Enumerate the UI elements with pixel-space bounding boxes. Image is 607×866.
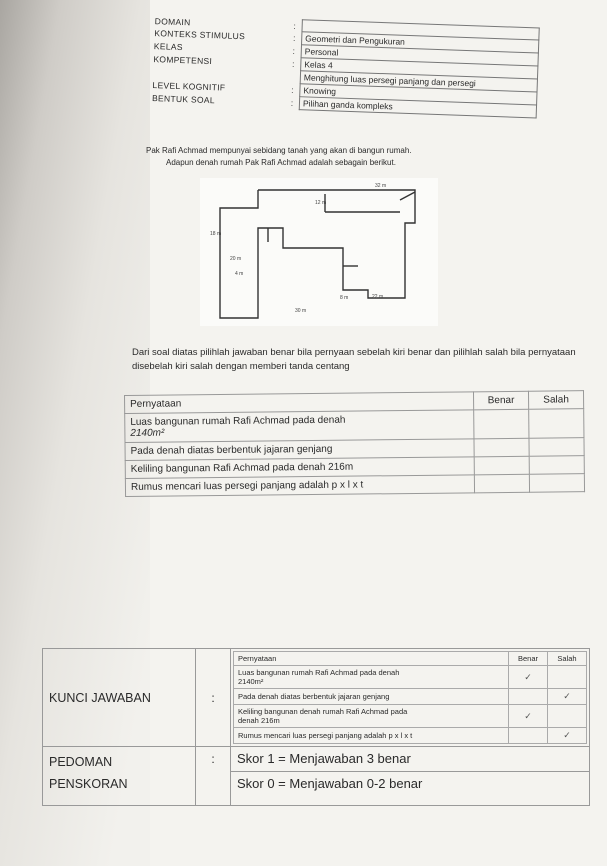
statement-text: [125, 475, 474, 497]
scoring-colon: :: [196, 747, 231, 772]
answer-key-row: [234, 689, 587, 705]
header-value: Kelas 4: [301, 58, 538, 79]
key-false-mark: ✓: [548, 728, 587, 744]
intro-line-1: Pak Rafi Achmad mempunyai sebidang tanah yang akan di bangun rumah.: [146, 146, 412, 155]
scoring-label-2: PENSKORAN: [43, 771, 196, 806]
statement-extra: 2140m²: [130, 427, 165, 439]
header-key: KOMPETENSI: [153, 53, 213, 66]
scoring-label: PEDOMAN: [43, 747, 196, 772]
key-false-mark: ✓: [548, 689, 587, 705]
house-floor-plan: [200, 178, 438, 326]
answer-key-colon: :: [196, 649, 231, 747]
score-zero-text: Skor 0 = Menjawaban 0-2 benar: [231, 771, 590, 806]
header-table: [149, 14, 540, 118]
header-value: Menghitung luas persegi panjang dan persegi: [300, 71, 537, 92]
answer-key-row: [234, 705, 587, 728]
plan-label-bottom: 30 m: [295, 308, 307, 314]
key-statement-extra: 2140m²: [238, 677, 264, 686]
header-colon: :: [291, 84, 294, 95]
key-statement-extra: denah 216m: [238, 716, 280, 725]
plan-label-top: 32 m: [375, 183, 387, 189]
header-value: Pilihan ganda kompleks: [299, 97, 536, 118]
header-key: BENTUK SOAL: [151, 92, 216, 105]
question-text: Dari soal diatas pilihlah jawaban benar bila pernyaan sebelah kiri benar dan pilihlah salah bila pernyataan disebelah kiri salah dengan memberi tanda centang: [132, 347, 576, 372]
key-statement-text: [234, 705, 509, 728]
true-checkbox-cell[interactable]: [474, 474, 529, 493]
statement-line: Pada denah diatas berbentuk jajaran genjang: [130, 443, 333, 457]
key-statement-text: [234, 666, 509, 689]
statement-line: Rumus mencari luas persegi panjang adalah p x l x t: [130, 479, 364, 493]
key-statement-text: [234, 728, 509, 744]
key-false-mark: [548, 705, 587, 728]
statement-line: Luas bangunan rumah Rafi Achmad pada denah: [130, 414, 346, 428]
plan-label-bottom-right: 22 m: [372, 294, 384, 300]
header-colon: :: [292, 45, 296, 56]
header-key: LEVEL KOGNITIF: [152, 79, 226, 93]
true-header: Benar: [473, 391, 528, 410]
statement-header: Pernyataan: [125, 392, 474, 414]
plan-label-left: 18 m: [210, 231, 222, 237]
answer-key-row: [234, 728, 587, 744]
header-key: KONTEKS STIMULUS: [154, 27, 246, 41]
key-statement-line: Luas bangunan rumah Rafi Achmad pada denah: [238, 668, 400, 677]
header-key: KELAS: [153, 40, 183, 52]
plan-label-bottom-small: 8 m: [340, 295, 349, 301]
header-colon: :: [290, 97, 294, 108]
answer-key-label: KUNCI JAWABAN: [43, 649, 196, 747]
plan-label-mid: 4 m: [235, 271, 244, 277]
answer-key-table: [42, 648, 590, 806]
key-true-mark: ✓: [509, 705, 548, 728]
key-statement-line: Pada denah diatas berbentuk jajaran genjang: [238, 692, 390, 701]
answer-key-inner-table: [233, 651, 587, 744]
true-checkbox-cell[interactable]: [474, 438, 529, 457]
false-checkbox-cell[interactable]: [529, 409, 584, 439]
statement-table: [124, 390, 585, 497]
key-true-mark: [509, 728, 548, 744]
answer-key-cell: [231, 649, 590, 747]
header-colon: :: [291, 58, 295, 69]
false-checkbox-cell[interactable]: [529, 456, 584, 475]
statement-text: [125, 410, 474, 443]
header-colon: [286, 70, 301, 83]
key-false-mark: [548, 666, 587, 689]
true-checkbox-cell[interactable]: [474, 456, 529, 475]
key-statement-line: Keliling bangunan denah rumah Rafi Achmad pada: [238, 707, 408, 716]
plan-outline: [220, 190, 415, 318]
true-checkbox-cell[interactable]: [474, 409, 529, 439]
key-true-mark: ✓: [509, 666, 548, 689]
false-checkbox-cell[interactable]: [529, 438, 584, 457]
header-value: Knowing: [300, 84, 537, 105]
statement-line: Keliling bangunan Rafi Achmad pada denah 216m: [130, 461, 354, 475]
header-value: Geometri dan Pengukuran: [302, 32, 539, 53]
key-true-mark: [509, 689, 548, 705]
key-statement-header: Pernyataan: [234, 652, 509, 666]
key-statement-text: [234, 689, 509, 705]
answer-key-row: [234, 666, 587, 689]
key-false-header: Salah: [548, 652, 587, 666]
key-true-header: Benar: [509, 652, 548, 666]
header-value: Personal: [301, 45, 538, 66]
false-header: Salah: [528, 391, 583, 410]
header-colon: :: [293, 20, 297, 31]
intro-line-2: Adapun denah rumah Pak Rafi Achmad adalah sebagain berikut.: [166, 158, 396, 167]
header-key: DOMAIN: [154, 15, 191, 27]
false-checkbox-cell[interactable]: [529, 474, 584, 493]
plan-label-inner-top: 12 m: [315, 200, 327, 206]
header-colon: :: [292, 32, 296, 43]
plan-label-mid-left: 20 m: [230, 256, 242, 262]
score-one-text: Skor 1 = Menjawaban 3 benar: [231, 747, 590, 772]
key-statement-line: Rumus mencari luas persegi panjang adalah p x l x t: [238, 731, 413, 740]
